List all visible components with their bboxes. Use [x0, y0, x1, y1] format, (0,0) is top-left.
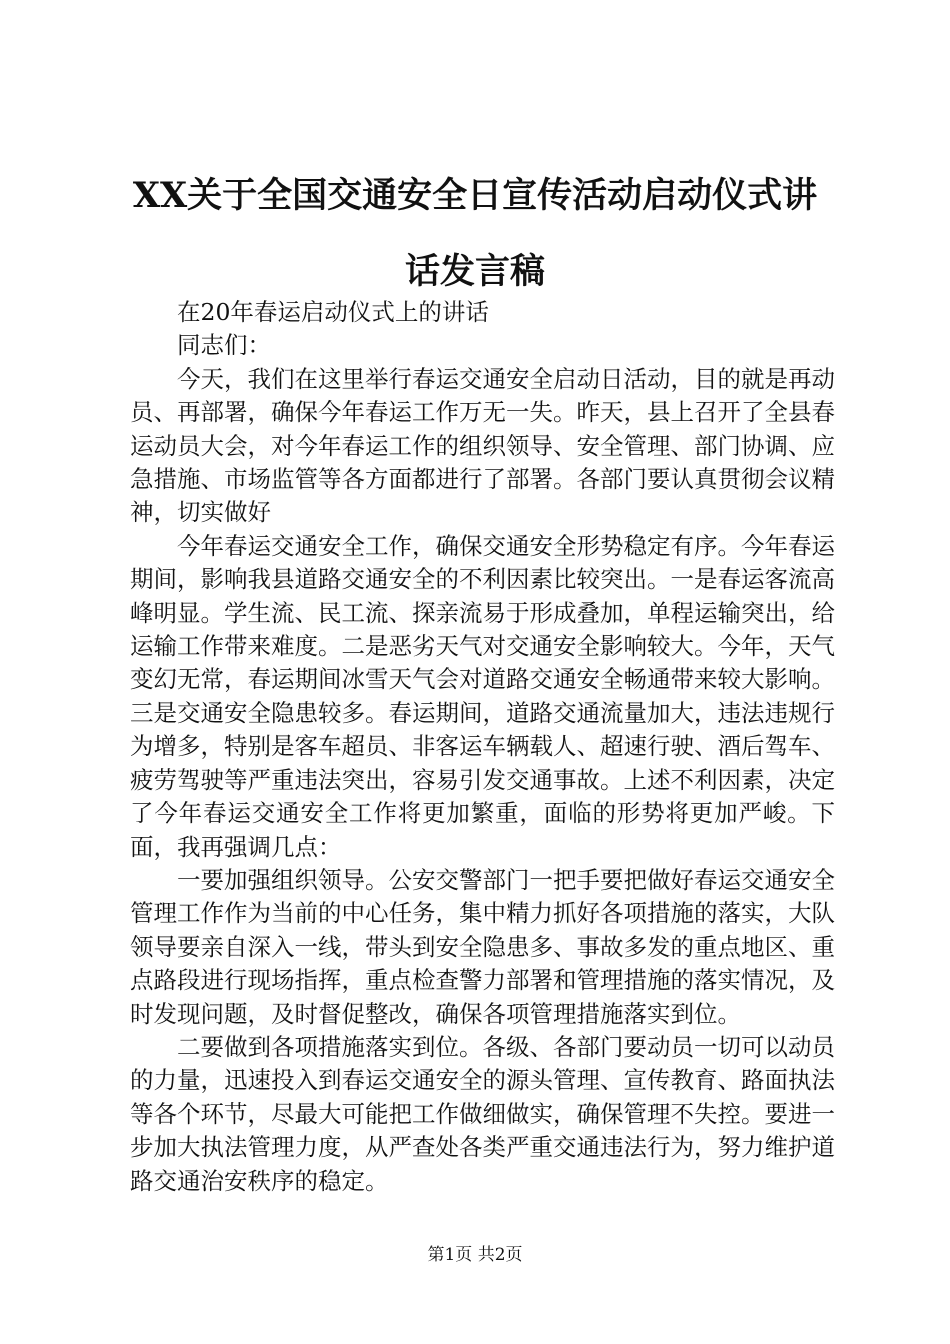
- salutation: 同志们：: [177, 331, 271, 360]
- document-body: [130, 296, 835, 1198]
- title-line-1: XX关于全国交通安全日宣传活动启动仪式讲: [132, 175, 818, 216]
- body-paragraph: 一要加强组织领导。公安交警部门一把手要把做好春运交通安全管理工作作为当前的中心任务，集中精力抓好各项措施的落实，大队领导要亲自深入一线，带头到安全隐患多、事故多发的重点地区、重点路段进行现场指挥，重点检查警力部署和管理措施的落实情况，及时发现问题，及时督促整改，确保各项管理措施落实到位。: [130, 865, 835, 1028]
- document-title: [100, 158, 850, 310]
- body-paragraph: 今天，我们在这里举行春运交通安全启动日活动，目的就是再动员、再部署，确保今年春运工作万无一失。昨天，县上召开了全县春运动员大会，对今年春运工作的组织领导、安全管理、部门协调、应急措施、市场监管等各方面都进行了部署。各部门要认真贯彻会议精神，切实做好: [130, 364, 835, 527]
- speech-heading: 在20年春运启动仪式上的讲话: [177, 298, 489, 326]
- page-footer: [0, 1243, 950, 1267]
- page-number: 第1页 共2页: [427, 1245, 523, 1265]
- body-paragraph: 二要做到各项措施落实到位。各级、各部门要动员一切可以动员的力量，迅速投入到春运交通安全的源头管理、宣传教育、路面执法等各个环节，尽最大可能把工作做细做实，确保管理不失控。要进一步加大执法管理力度，从严查处各类严重交通违法行为，努力维护道路交通治安秩序的稳定。: [130, 1032, 835, 1195]
- body-paragraph: 今年春运交通安全工作，确保交通安全形势稳定有序。今年春运期间，影响我县道路交通安全的不利因素比较突出。一是春运客流高峰明显。学生流、民工流、探亲流易于形成叠加，单程运输突出，给运输工作带来难度。二是恶劣天气对交通安全影响较大。今年，天气变幻无常，春运期间冰雪天气会对道路交通安全畅通带来较大影响。三是交通安全隐患较多。春运期间，道路交通流量加大，违法违规行为增多，特别是客车超员、非客运车辆载人、超速行驶、酒后驾车、疲劳驾驶等严重违法突出，容易引发交通事故。上述不利因素，决定了今年春运交通安全工作将更加繁重，面临的形势将更加严峻。下面，我再强调几点：: [130, 531, 835, 861]
- title-line-2: 话发言稿: [404, 251, 545, 292]
